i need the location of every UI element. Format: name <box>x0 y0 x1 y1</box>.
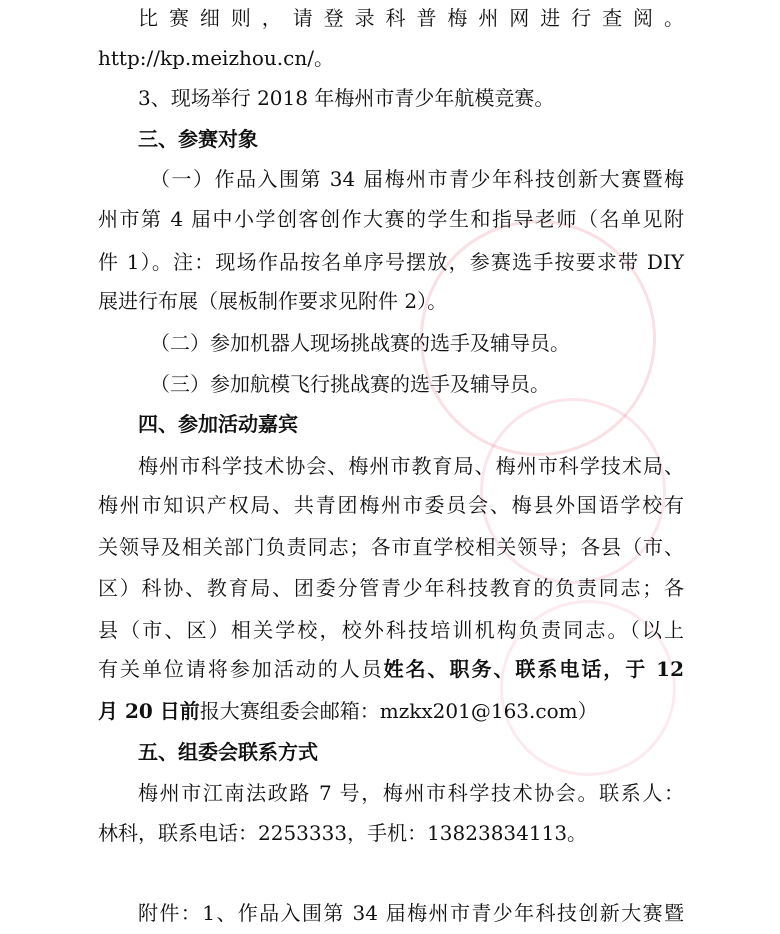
paragraph-line: 展进行布展（展板制作要求见附件 2）。 <box>98 289 448 313</box>
paragraph-line: 关领导及相关部门负责同志；各市直学校相关领导；各县（市、 <box>98 535 684 559</box>
bold-text-run: 姓名、职务、联系电话，于 12 <box>383 657 685 681</box>
paragraph-line: 件 1）。注：现场作品按名单序号摆放，参赛选手按要求带 DIY <box>98 250 684 274</box>
text-run: 有关单位请将参加活动的人员 <box>98 657 384 681</box>
paragraph-line <box>98 696 684 726</box>
text-line: 3、现场举行 2018 年梅州市青少年航模竞赛。 <box>138 86 555 110</box>
paragraph-line: 梅州市江南法政路 7 号，梅州市科学技术协会。联系人： <box>138 781 684 805</box>
paragraph-line: （二）参加机器人现场挑战赛的选手及辅导员。 <box>150 331 570 355</box>
section-heading: 五、组委会联系方式 <box>138 740 318 764</box>
url-line: http://kp.meizhou.cn/。 <box>98 46 334 70</box>
bold-text-run: 月 20 日前 <box>98 699 200 723</box>
text-line: 比赛细则，请登录科普梅州网进行查阅。 <box>138 6 684 30</box>
section-heading: 四、参加活动嘉宾 <box>138 412 298 436</box>
section-heading: 三、参赛对象 <box>138 127 258 151</box>
paragraph-line: 梅州市科学技术协会、梅州市教育局、梅州市科学技术局、 <box>138 454 684 478</box>
paragraph-line: 县（市、区）相关学校，校外科技培训机构负责同志。（以上 <box>98 618 684 642</box>
paragraph-line: 区）科协、教育局、团委分管青少年科技教育的负责同志；各 <box>98 576 684 600</box>
paragraph-line <box>98 654 684 684</box>
attachment-line: 附件：1、作品入围第 34 届梅州市青少年科技创新大赛暨 <box>138 901 684 925</box>
paragraph-line: （一）作品入围第 34 届梅州市青少年科技创新大赛暨梅 <box>150 167 684 191</box>
text-run: 报大赛组委会邮箱：mzkx201@163.com） <box>199 699 598 723</box>
paragraph-line: 梅州市知识产权局、共青团梅州市委员会、梅县外国语学校有 <box>98 493 684 517</box>
paragraph-line: 州市第 4 届中小学创客创作大赛的学生和指导老师（名单见附 <box>98 207 684 231</box>
paragraph-line: 林科，联系电话：2253333，手机：13823834113。 <box>98 821 588 845</box>
paragraph-line: （三）参加航模飞行挑战赛的选手及辅导员。 <box>150 372 550 396</box>
